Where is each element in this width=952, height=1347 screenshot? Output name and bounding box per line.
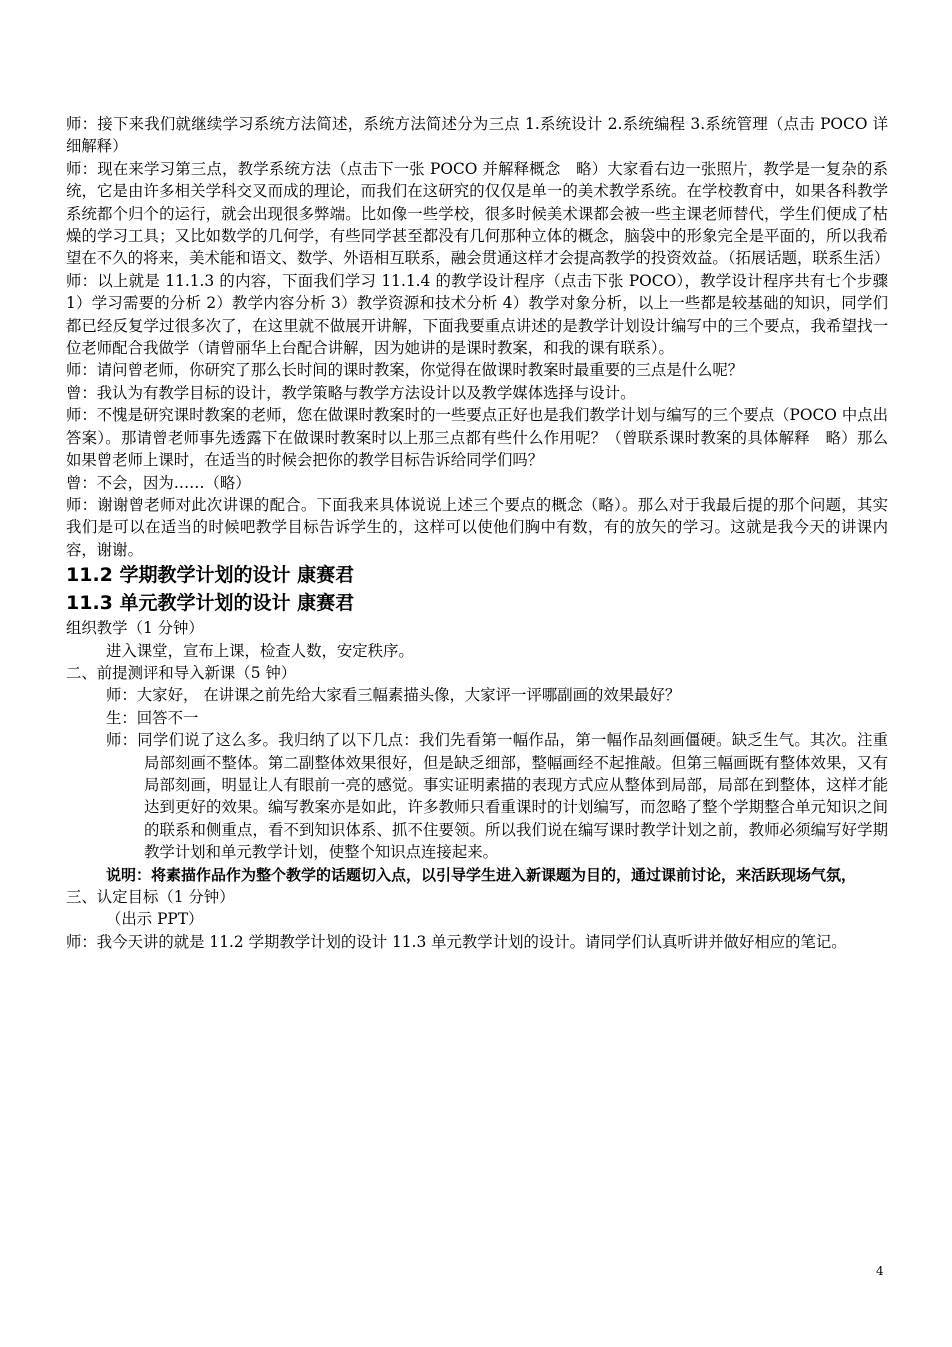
section-organize: 组织教学（1 分钟） <box>66 619 204 638</box>
section-intro-summary: 师：同学们说了这么多。我归纳了以下几点：我们先看第一幅作品，第一幅作品刻画僵硬。缺乏生气。其次。注重局部刻画不整体。第二副整体效果很好，但是缺乏细部，整幅画经不起推敲。但第三幅画既有整体效果，又有局部刻画，明显让人有眼前一亮的感觉。事实证明素描的表现方式应从整体到局部，局部在到整体，这样才能达到更好的效果。编写教案亦是如此，许多教师只看重课时的计划编写，而忽略了整个学期整合单元知识之间的联系和侧重点，看不到知识体系、抓不住要领。所以我们说在编写课时教学计划之前，教师必须编写好学期教学计划和单元教学计划，使整个知识点连接起来。 <box>106 731 888 862</box>
paragraph-closing: 师：谢谢曾老师对此次讲课的配合。下面我来具体说说上述三个要点的概念（略）。那么对于我最后提的那个问题，其实我们是可以在适当的时候吧教学目标告诉学生的，这样可以使他们胸中有数，有的放矢的学习。这就是我今天的讲课内容，谢谢。 <box>66 495 888 559</box>
section-intro-note: 说明：将素描作品作为整个教学的话题切入点，以引导学生进入新课题为目的，通过课前讨论，来活跃现场气氛， <box>106 865 857 884</box>
document-body <box>66 113 888 953</box>
paragraph-teaching-system: 师：现在来学习第三点，教学系统方法（点击下一张 POCO 并解释概念 略）大家看右边一张照片，教学是一复杂的系统，它是由许多相关学科交叉而成的理论，而我们在这研究的仅仅是单一的美术教学系统。在学校教育中，如果各科教学系统都个归个的运行，就会出现很多弊端。比如像一些学校，很多时候美术课都会被一些主课老师替代，学生们便成了枯燥的学习工具；又比如数学的几何学，有些同学甚至都没有几何那种立体的概念，脑袋中的形象完全是平面的，所以我希望在不久的将来，美术能和语文、数学、外语相互联系，融会贯通这样才会提高教学的投资效益。（拓展话题，联系生活） <box>66 159 890 268</box>
paragraph-system-method: 师：接下来我们就继续学习系统方法简述，系统方法简述分为三点 1.系统设计 2.系统编程 3.系统管理（点击 POCO 详细解释） <box>66 115 888 156</box>
paragraph-three-points: 师：不愧是研究课时教案的老师，您在做课时教案时的一些要点正好也是我们教学计划与编写的三个要点（POCO 中点出答案）。那请曾老师事先透露下在做课时教案时以上那三点都有些什么作用呢？（曾联系课时教案的具体解释 略）那么如果曾老师上课时，在适当的时候会把你的教学目标告诉给同学们吗？ <box>66 406 888 470</box>
section-goals-teacher: 师：我今天讲的就是 11.2 学期教学计划的设计 11.3 单元教学计划的设计。请同学们认真听讲并做好相应的笔记。 <box>66 932 847 951</box>
section-intro-teacher: 师：大家好， 在讲课之前先给大家看三幅素描头像，大家评一评哪副画的效果最好？ <box>106 686 681 705</box>
section-goals: 三、认定目标（1 分钟） <box>66 888 235 906</box>
paragraph-question-zeng: 师：请问曾老师，你研究了那么长时间的课时教案，你觉得在做课时教案时最重要的三点是什么呢？ <box>66 361 744 380</box>
section-intro: 二、前提测评和导入新课（5 钟） <box>66 663 297 682</box>
section-intro-student: 生：回答不一 <box>106 708 199 727</box>
paragraph-zeng-answer: 曾：我认为有教学目标的设计，教学策略与教学方法设计以及教学媒体选择与设计。 <box>66 383 636 402</box>
page-number: 4 <box>876 1264 884 1278</box>
heading-semester-plan: 11.2 学期教学计划的设计 康赛君 <box>66 564 355 587</box>
heading-unit-plan: 11.3 单元教学计划的设计 康赛君 <box>66 592 355 615</box>
section-goals-ppt: （出示 PPT） <box>106 910 204 929</box>
paragraph-zeng-reply: 曾：不会，因为……（略） <box>66 473 251 492</box>
paragraph-design-procedure: 师：以上就是 11.1.3 的内容，下面我们学习 11.1.4 的教学设计程序（点击下张 POCO），教学设计程序共有七个步骤 1）学习需要的分析 2）教学内容分析 3）教学资源和技术分析 4）教学对象分析，以上一些都是较基础的知识，同学们都已经反复学过很多次了，在这里就不做展开讲解，下面我要重点讲述的是教学计划设计编写中的三个要点，我希望找一位老师配合我做学（请曾丽华上台配合讲解，因为她讲的是课时教案，和我的课有联系）。 <box>66 271 888 358</box>
section-organize-detail: 进入课堂，宣布上课，检查人数，安定秩序。 <box>106 641 414 660</box>
